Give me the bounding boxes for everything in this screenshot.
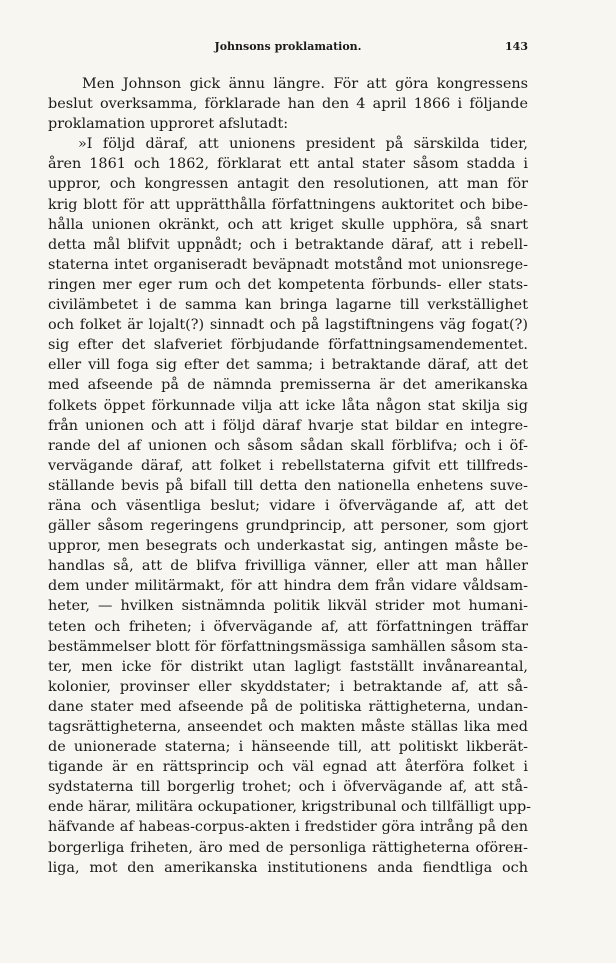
text-line: folkets öppet förkunnade vilja att icke låta någon stat skilja sig (48, 397, 528, 414)
text-line: teten och friheten; i öfvervägande af, att författningen träffar (48, 618, 528, 635)
text-line: vervägande däraf, att folket i rebellstaterna gifvit ett tillfreds- (48, 457, 528, 474)
text-line: civilämbetet i de samma kan bringa lagarne till verkställighet (48, 297, 528, 314)
text-line: sydstaterna till borgerlig trohet; och i öfvervägande af, att stå- (48, 779, 528, 796)
text-line: uppror, men besegrats och underkastat sig, antingen måste be- (48, 538, 528, 555)
text-line: åren 1861 och 1862, förklarat ett antal stater såsom stadda i (48, 156, 528, 173)
text-line: rande del af unionen och såsom sådan skall förblifva; och i öf- (48, 437, 528, 454)
text-line: räna och väsentliga beslut; vidare i öfvervägande af, att det (48, 497, 528, 514)
text-line: liga, mot den amerikanska institutionens anda fiendtliga och (48, 859, 528, 876)
text-line: och folket är lojalt(?) sinnadt och på lagstiftningens väg fogat(?) (48, 317, 528, 334)
text-line: tagsrättigheterna, anseendet och makten måste ställas lika med (48, 719, 528, 735)
text-line: tigande är en rättsprincip och väl egnad att återföra folket i (48, 759, 528, 776)
text-line: proklamation upproret afslutadt: (48, 116, 289, 133)
body-text (48, 74, 532, 878)
text-line: de unionerade staterna; i hänseende till, att politiskt likberät- (48, 739, 528, 756)
text-line: med afseende på de nämnda premisserna är det amerikanska (48, 377, 528, 394)
header-title: Johnsons proklamation. (214, 40, 362, 53)
text-line: borgerliga friheten, äro med de personliga rättigheterna oförен- (48, 839, 528, 856)
text-line: krig blott för att upprätthålla författningens auktoritet och bibe- (48, 196, 528, 213)
text-line: eller vill foga sig efter det samma; i betraktande däraf, att det (48, 357, 528, 374)
text-line: bestämmelser blott för författningsmässiga samhällen såsom sta- (48, 638, 528, 655)
text-line: hålla unionen okränkt, och att kriget skulle upphöra, så snart (48, 216, 528, 233)
text-line: »I följd däraf, att unionens president på särskilda tider, (78, 136, 528, 153)
text-line: häfvande af habeas-corpus-akten i fredstider göra intrång på den (48, 819, 528, 836)
text-line: sig efter det slafveriet förbjudande författningsamendementet. (48, 337, 528, 354)
text-line: gäller såsom regeringens grundprincip, att personer, som gjort (48, 518, 528, 535)
text-line: handlas så, att de blifva frivilliga vänner, eller att man håller (48, 558, 528, 575)
text-line: ter, men icke för distrikt utan lagligt fastställt invånareantal, (48, 658, 528, 675)
text-line: från unionen och att i följd däraf hvarje stat bildar en integre- (48, 417, 528, 434)
page-number: 143 (505, 40, 528, 53)
running-header (48, 40, 528, 60)
text-line: dem under militärmakt, för att hindra dem från vidare våldsam- (48, 578, 528, 595)
text-line: kolonier, provinser eller skyddstater; i betraktande af, att så- (48, 678, 528, 695)
text-line: uppror, och kongressen antagit den resolutionen, att man för (48, 176, 528, 193)
text-line: heter, — hvilken sistnämnda politik likväl strider mot humani- (48, 598, 528, 615)
text-line: ringen mer eger rum och det kompetenta förbunds- eller stats- (48, 276, 528, 293)
text-line: detta mål blifvit uppnådt; och i betraktande däraf, att i rebell- (48, 236, 528, 253)
text-line: Men Johnson gick ännu längre. För att göra kongressens (82, 76, 528, 92)
text-line: ende härar, militära ockupationer, krigstribunal och tillfälligt upp- (48, 799, 532, 816)
text-line: dane stater med afseende på de politiska rättigheterna, undan- (48, 698, 528, 715)
text-line: staterna intet organiseradt beväpnadt motstånd mot unionsrege- (48, 256, 528, 273)
text-line: ställande bevis på bifall till detta den nationella enhetens suve- (48, 477, 528, 494)
text-line: beslut overksamma, förklarade han den 4 april 1866 i följande (48, 96, 528, 113)
